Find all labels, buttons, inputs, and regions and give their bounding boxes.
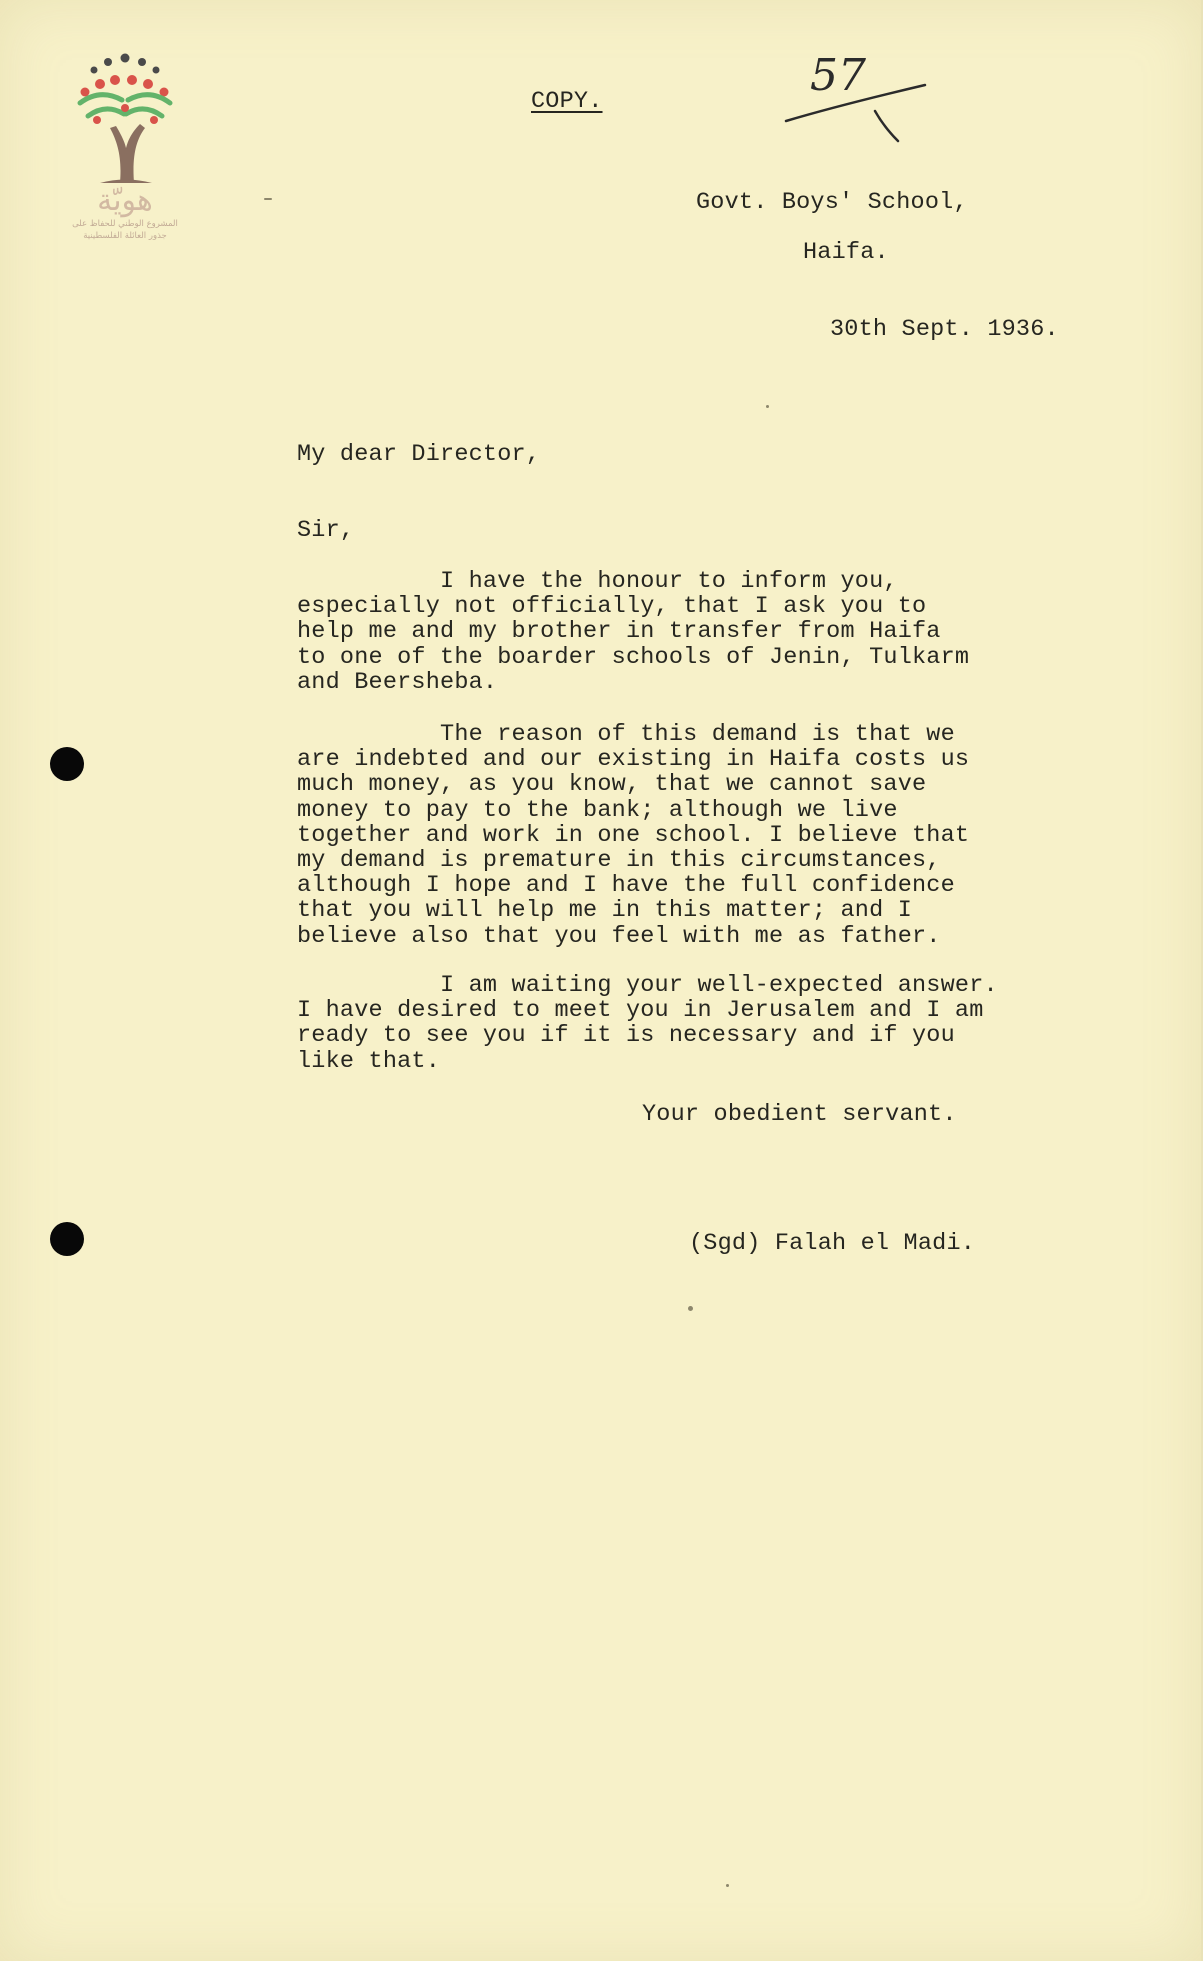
closing-line: Your obedient servant. [642, 1101, 957, 1128]
body-paragraph-2: The reason of this demand is that we are indebted and our existing in Haifa costs us much money, as you know, that we cannot save money to pay to the bank; although we live together and work in one school. I believe that my demand is premature in this circumstances, although I hope and I have the full confidence that you will help me in this matter; and I believe also that you feel with me as father. [297, 721, 970, 950]
watermark-caption-line2: جذور العائلة الفلسطينية [83, 231, 167, 241]
family-tree-icon [70, 48, 180, 188]
sender-address-line2: Haifa. [803, 239, 889, 266]
sender-address-line1: Govt. Boys' School, [696, 189, 968, 216]
punch-hole [50, 747, 84, 781]
punch-hole [50, 1222, 84, 1256]
folio-number-text: 57 [810, 50, 866, 101]
paper-speck [264, 198, 272, 200]
watermark-logo [60, 48, 190, 278]
paper-speck [726, 1884, 729, 1887]
watermark-word: هويّة [97, 183, 153, 218]
paper-speck [766, 405, 769, 408]
signature-line: (Sgd) Falah el Madi. [689, 1230, 976, 1257]
paper-speck [688, 1306, 693, 1311]
salutation: My dear Director, [297, 441, 541, 468]
body-paragraph-3: I am waiting your well-expected answer. I have desired to meet you in Jerusalem and I am ready to see you if it is necessary and if you like that. [297, 972, 998, 1075]
copy-mark: COPY. [531, 88, 603, 115]
pencil-annotation-icon [780, 45, 940, 155]
handwritten-folio-number [780, 45, 940, 160]
body-paragraph-1: I have the honour to inform you, especially not officially, that I ask you to help me and my brother in transfer from Haifa to one of the boarder schools of Jenin, Tulkarm and Beersheba. [297, 568, 970, 696]
watermark-caption-line1: المشروع الوطني للحفاظ على [72, 219, 178, 229]
salutation-sir: Sir, [297, 517, 355, 544]
letter-date: 30th Sept. 1936. [830, 316, 1059, 343]
